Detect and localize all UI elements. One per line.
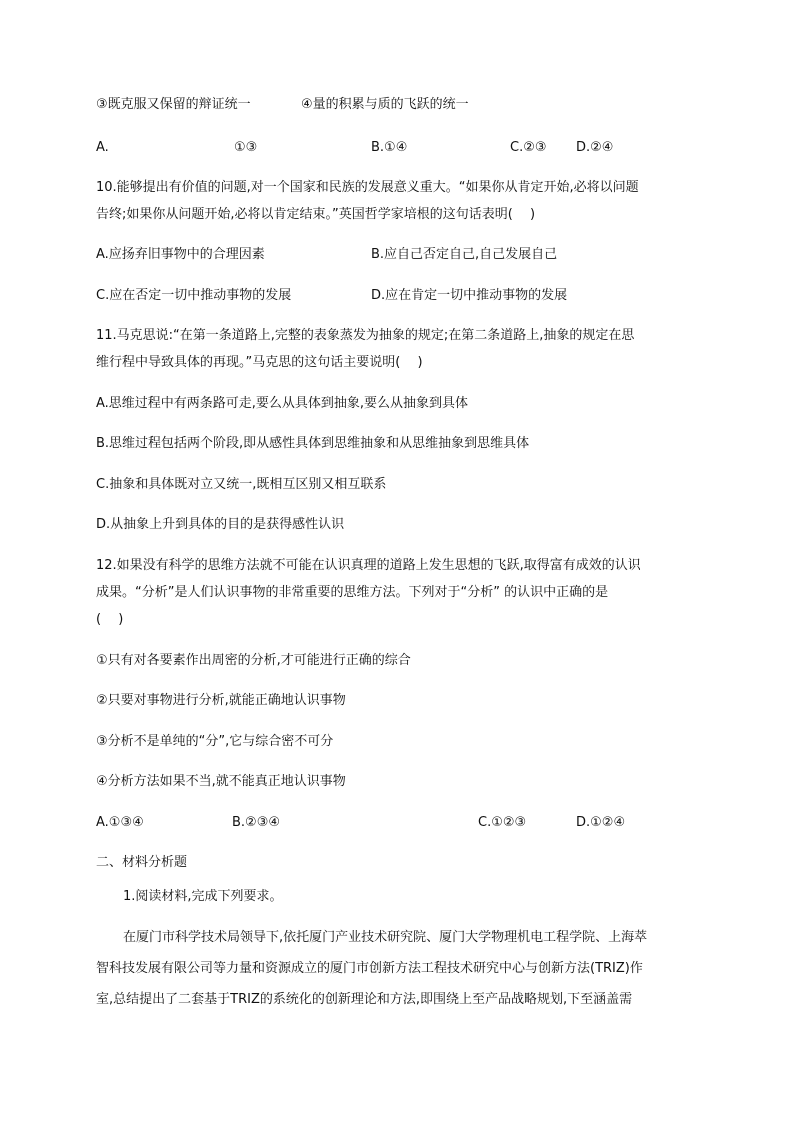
q11-option-c: C.抽象和具体既对立又统一,既相互区别又相互联系 [96,477,387,492]
section2-heading: 二、材料分析题 [96,855,188,870]
q10-options-row1 [96,247,558,263]
section2-paragraph-line1: 在厦门市科学技术局领导下,依托厦门产业技术研究院、厦门大学物理机电工程学院、上海萃 [123,930,648,945]
q9-item4: ④量的积累与质的飞跃的统一 [301,97,469,112]
q9-option-a-value: ①③ [234,140,258,155]
q10-stem-line2: 告终;如果你从问题开始,必将以肯定结束。”英国哲学家培根的这句话表明( ) [96,207,536,222]
q12-option-c: C.①②③ [478,815,527,830]
q9-option-d: D.②④ [576,140,614,155]
q9-options [96,140,614,156]
q10-option-b: B.应自己否定自己,自己发展自己 [371,247,558,262]
q12-option-b: B.②③④ [232,815,281,830]
q9-option-a: A. [96,140,109,155]
q11-option-b: B.思维过程包括两个阶段,即从感性具体到思维抽象和从思维抽象到思维具体 [96,436,530,451]
q12-option-a: A.①③④ [96,815,144,830]
q12-item4: ④分析方法如果不当,就不能真正地认识事物 [96,774,346,789]
q12-option-d: D.①②④ [576,815,626,830]
q12-options [96,815,626,831]
q12-stem-line2: 成果。“分析”是人们认识事物的非常重要的思维方法。下列对于“分析” 的认识中正确的是 [96,585,609,600]
q10-option-c: C.应在否定一切中推动事物的发展 [96,288,292,303]
q12-item2: ②只要对事物进行分析,就能正确地认识事物 [96,693,346,708]
section2-q1-title: 1.阅读材料,完成下列要求。 [123,889,283,904]
q12-item3: ③分析不是单纯的“分”,它与综合密不可分 [96,734,334,749]
q9-option-b: B.①④ [371,140,408,155]
q10-option-a: A.应扬弃旧事物中的合理因素 [96,247,265,262]
q12-stem-line1: 12.如果没有科学的思维方法就不可能在认识真理的道路上发生思想的飞跃,取得富有成效的认识 [96,558,641,573]
q9-option-c: C.②③ [510,140,547,155]
q10-options-row2 [96,288,568,304]
q12-item1: ①只有对各要素作出周密的分析,才可能进行正确的综合 [96,653,411,668]
q11-option-a: A.思维过程中有两条路可走,要么从具体到抽象,要么从抽象到具体 [96,396,469,411]
q9-item3-4-row [96,97,469,113]
section2-paragraph-line3: 室,总结提出了二套基于TRIZ的系统化的创新理论和方法,即围绕上至产品战略规划,下至涵盖需 [96,992,633,1007]
q9-item3: ③既克服又保留的辩证统一 [96,97,251,112]
q11-stem-line2: 维行程中导致具体的再现。”马克思的这句话主要说明( ) [96,355,423,370]
q10-stem-line1: 10.能够提出有价值的问题,对一个国家和民族的发展意义重大。“如果你从肯定开始,必将以问题 [96,180,639,195]
q11-stem-line1: 11.马克思说:“在第一条道路上,完整的表象蒸发为抽象的规定;在第二条道路上,抽象的规定在思 [96,328,635,343]
q11-option-d: D.从抽象上升到具体的目的是获得感性认识 [96,517,345,532]
q10-option-d: D.应在肯定一切中推动事物的发展 [371,288,568,303]
section2-paragraph-line2: 智科技发展有限公司等力量和资源成立的厦门市创新方法工程技术研究中心与创新方法(TRIZ)作 [96,961,643,976]
q12-stem-line3: ( ) [96,612,124,627]
